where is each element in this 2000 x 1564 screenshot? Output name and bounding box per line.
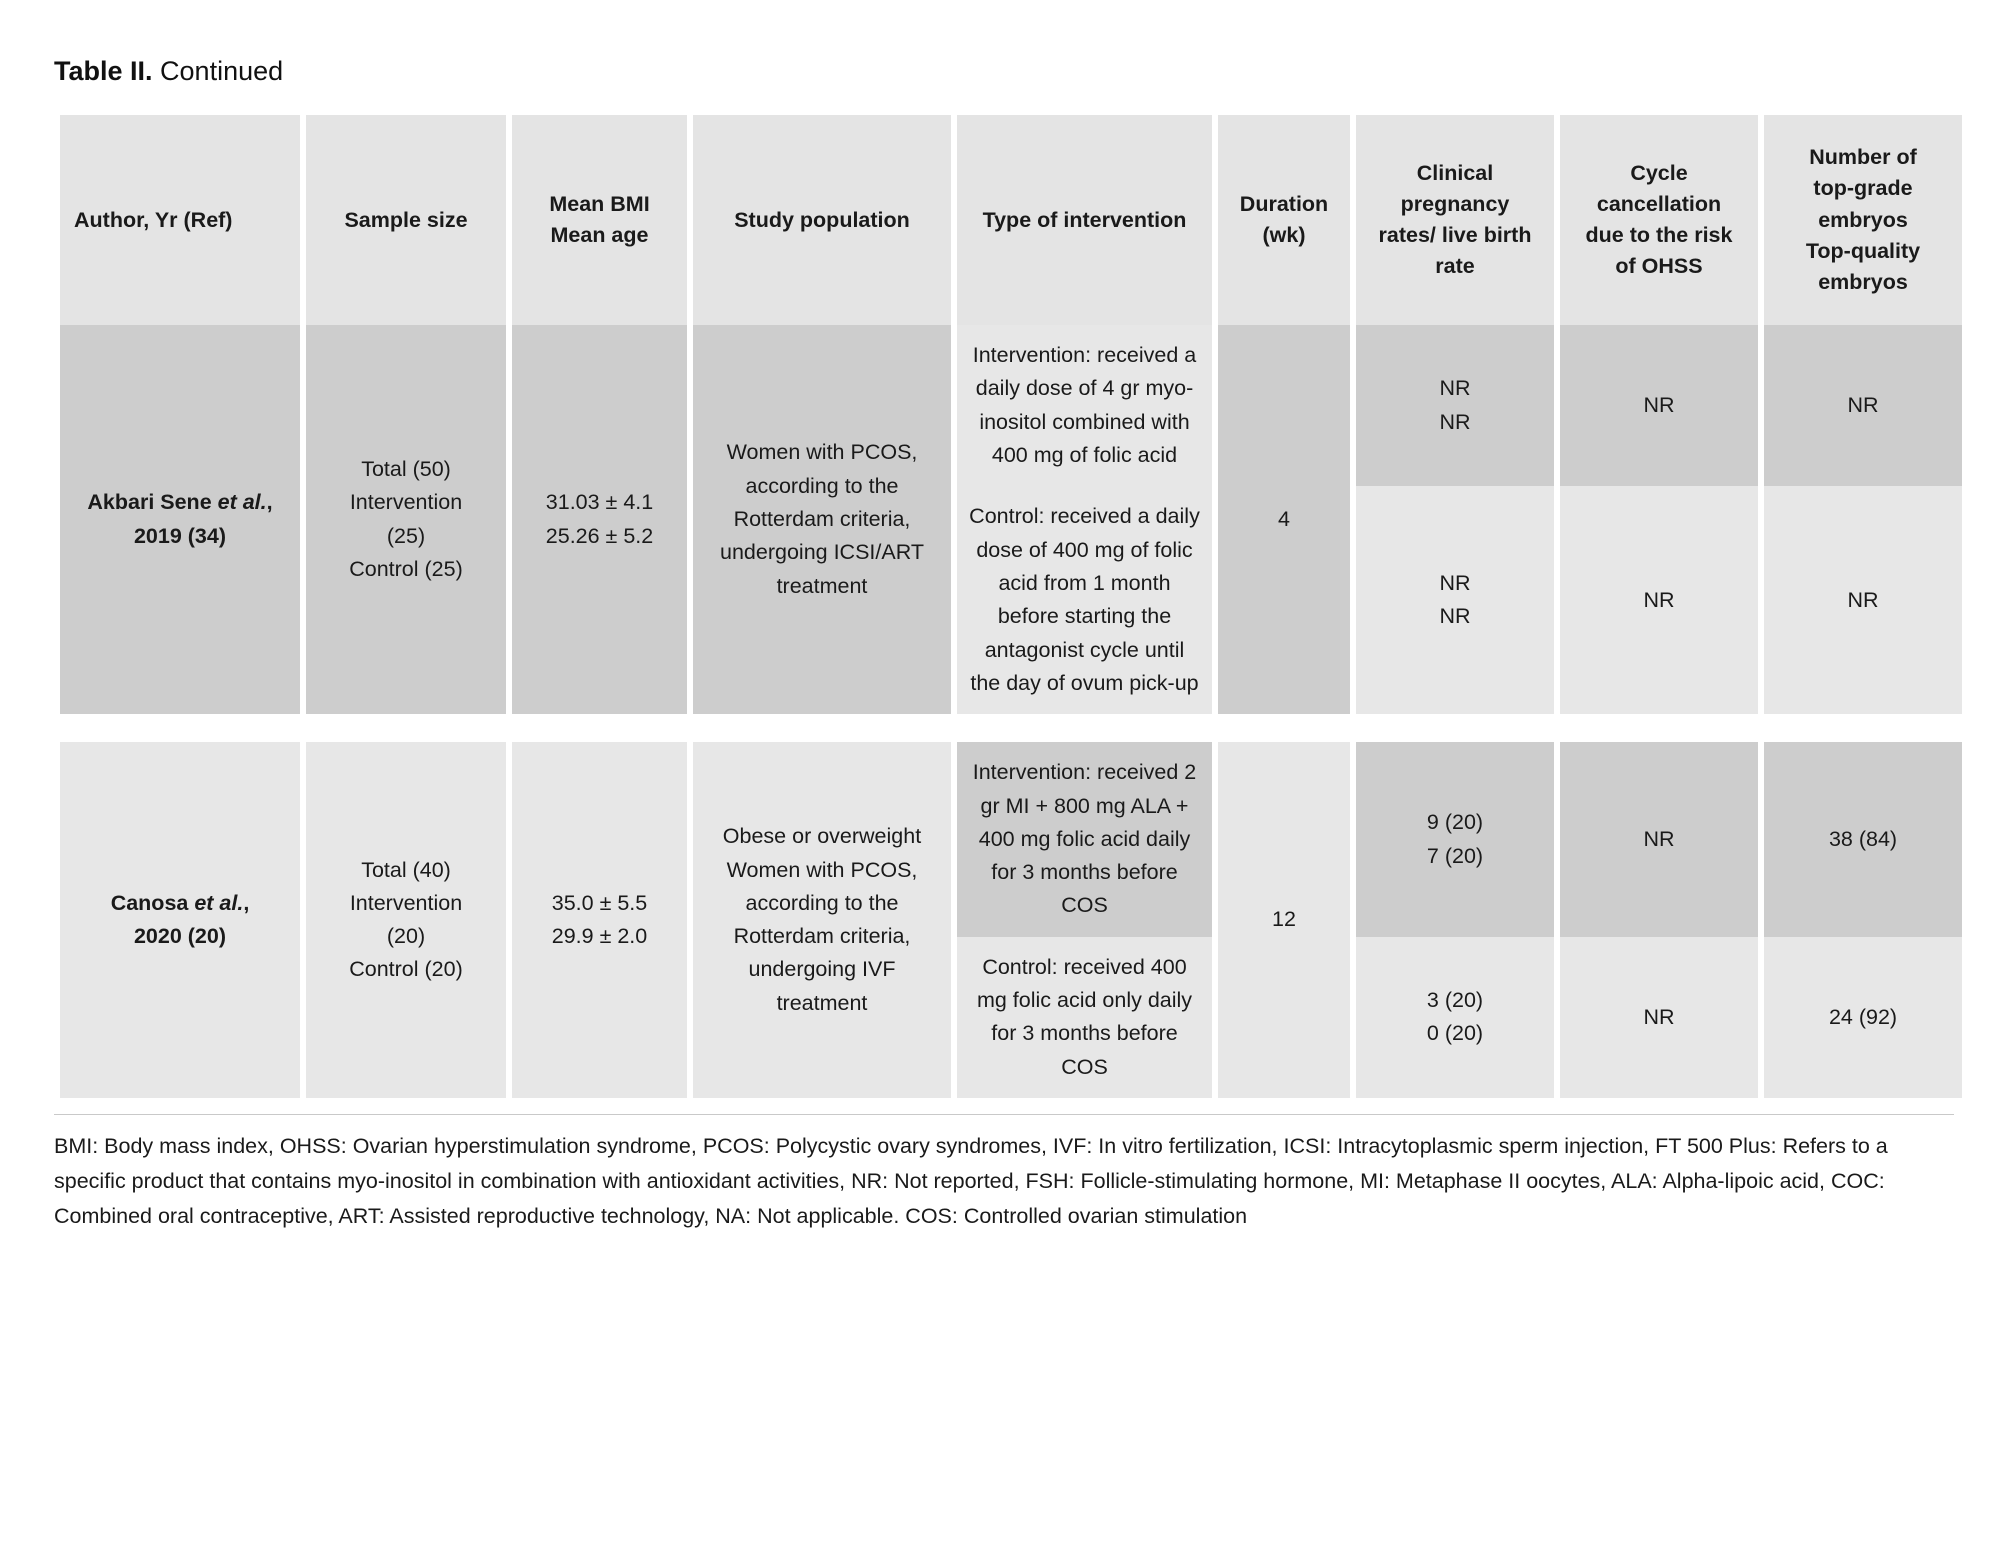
- cell-pregnancy-1-1: [1356, 937, 1554, 1098]
- cell-pregnancy-0-1: [1356, 486, 1554, 714]
- column-header-sample-size: Sample size: [306, 115, 506, 325]
- table-footnote: BMI: Body mass index, OHSS: Ovarian hyperstimulation syndrome, PCOS: Polycystic ovary syndromes, IVF: In vitro fertilization, ICSI: Intracytoplasmic sperm injection, FT 500 Plus: Refers to a specific product that contains myo-inositol in combination with antioxidant activities, NR: Not reported, FSH: Follicle-stimulating hormone, MI: Metaphase II oocytes, ALA: Alpha-lipoic acid, COC: Combined oral contraceptive, ART: Assisted reproductive technology, NA: Not applicable. COS: Controlled ovarian stimulation: [54, 1114, 1954, 1233]
- sample-total-0: Total (50): [361, 457, 451, 482]
- column-header-mean-bmi-line1: Mean BMI: [549, 191, 650, 216]
- cell-cancellation-1-0: NR: [1560, 742, 1758, 937]
- column-header-intervention-type: Type of intervention: [957, 115, 1212, 325]
- column-header-author: Author, Yr (Ref): [60, 115, 300, 325]
- cell-intervention-1-1: Control: received 400 mg folic acid only daily for 3 months before COS: [957, 937, 1212, 1098]
- column-header-pregnancy-rate: [1356, 115, 1554, 325]
- cell-embryos-1-1: 24 (92): [1764, 937, 1962, 1098]
- column-header-pregnancy-line1: Clinical: [1416, 160, 1494, 185]
- cell-author-0: [60, 325, 300, 714]
- live-birth-rate-0-1: NR: [1439, 604, 1471, 629]
- cell-cancellation-0-0: NR: [1560, 325, 1758, 486]
- mean-bmi-0: 31.03 ± 4.1: [545, 490, 654, 515]
- sample-intervention-0: Intervention: [349, 490, 463, 515]
- cell-pregnancy-1-0: [1356, 742, 1554, 937]
- pregnancy-rate-0-1: NR: [1439, 570, 1471, 595]
- column-header-duration: [1218, 115, 1350, 325]
- mean-bmi-1: 35.0 ± 5.5: [551, 890, 648, 915]
- author-year-1: 2020 (20): [133, 924, 227, 949]
- sample-control-0: Control (25): [349, 556, 463, 581]
- sample-control-1: Control (20): [349, 957, 463, 982]
- pregnancy-rate-0-0: NR: [1439, 376, 1471, 401]
- author-etal-1: et al.: [194, 890, 244, 915]
- column-header-embryos-line1: Number of: [1809, 145, 1917, 170]
- column-header-cancellation-line1: Cycle: [1630, 160, 1688, 185]
- data-table: [54, 115, 1968, 1098]
- sample-intervention-1: Intervention: [349, 890, 463, 915]
- table-header-row: [60, 115, 1962, 325]
- table-row: [60, 742, 1962, 937]
- column-header-study-population: Study population: [693, 115, 951, 325]
- mean-age-1: 29.9 ± 2.0: [551, 924, 648, 949]
- sample-intervention-n-1: (20): [386, 924, 426, 949]
- cell-mean-bmi-age-1: [512, 742, 687, 1098]
- author-name-0: Akbari Sene: [87, 490, 218, 515]
- cell-cancellation-0-1: NR: [1560, 486, 1758, 714]
- column-header-pregnancy-line2: pregnancy: [1400, 191, 1510, 216]
- row-separator: [60, 714, 1962, 742]
- cell-sample-size-1: [306, 742, 506, 1098]
- mean-age-0: 25.26 ± 5.2: [545, 523, 654, 548]
- live-birth-rate-1-0: 7 (20): [1426, 843, 1484, 868]
- author-etal-0: et al.: [217, 490, 267, 515]
- column-header-embryos-line4: Top-quality: [1805, 238, 1921, 263]
- cell-pregnancy-0-0: [1356, 325, 1554, 486]
- column-header-cancellation-line2: cancellation: [1596, 191, 1722, 216]
- author-rest-1: ,: [243, 890, 250, 915]
- cell-intervention-0-1: Control: received a daily dose of 400 mg of folic acid from 1 month before starting the antagonist cycle until the day of ovum pick-up: [957, 486, 1212, 714]
- cell-embryos-0-1: NR: [1764, 486, 1962, 714]
- author-name-1: Canosa: [110, 890, 195, 915]
- sample-intervention-n-0: (25): [386, 523, 426, 548]
- cell-study-population-0: Women with PCOS, according to the Rotterdam criteria, undergoing ICSI/ART treatment: [693, 325, 951, 714]
- column-header-embryos-line2: top-grade: [1813, 176, 1913, 201]
- cell-cancellation-1-1: NR: [1560, 937, 1758, 1098]
- column-header-embryos-line3: embryos: [1818, 207, 1908, 232]
- cell-mean-bmi-age-0: [512, 325, 687, 714]
- cell-intervention-0-0: Intervention: received a daily dose of 4 gr myo-inositol combined with 400 mg of folic acid: [957, 325, 1212, 486]
- column-header-duration-line2: (wk): [1262, 223, 1306, 248]
- column-header-mean-bmi-line2: Mean age: [550, 223, 649, 248]
- column-header-mean-bmi-age: [512, 115, 687, 325]
- column-header-pregnancy-line4: rate: [1435, 254, 1475, 279]
- column-header-top-grade-embryos: [1764, 115, 1962, 325]
- live-birth-rate-0-0: NR: [1439, 409, 1471, 434]
- column-header-embryos-line5: embryos: [1818, 269, 1908, 294]
- table-caption-text: Continued: [160, 56, 284, 86]
- column-header-cycle-cancellation: [1560, 115, 1758, 325]
- pregnancy-rate-1-1: 3 (20): [1426, 988, 1484, 1013]
- table-caption: [54, 54, 1946, 89]
- live-birth-rate-1-1: 0 (20): [1426, 1021, 1484, 1046]
- table-row: [60, 325, 1962, 486]
- cell-embryos-1-0: 38 (84): [1764, 742, 1962, 937]
- cell-study-population-1: Obese or overweight Women with PCOS, according to the Rotterdam criteria, undergoing IVF treatment: [693, 742, 951, 1098]
- cell-sample-size-0: [306, 325, 506, 714]
- sample-total-1: Total (40): [361, 857, 451, 882]
- column-header-cancellation-line4: of OHSS: [1615, 254, 1703, 279]
- pregnancy-rate-1-0: 9 (20): [1426, 810, 1484, 835]
- author-rest-0: ,: [266, 490, 273, 515]
- cell-embryos-0-0: NR: [1764, 325, 1962, 486]
- column-header-cancellation-line3: due to the risk: [1585, 223, 1733, 248]
- column-header-pregnancy-line3: rates/ live birth: [1378, 223, 1532, 248]
- column-header-duration-line1: Duration: [1239, 191, 1329, 216]
- author-year-0: 2019 (34): [133, 523, 227, 548]
- table-caption-label: Table II.: [54, 56, 153, 86]
- cell-duration-1: 12: [1218, 742, 1350, 1098]
- cell-duration-0: 4: [1218, 325, 1350, 714]
- cell-intervention-1-0: Intervention: received 2 gr MI + 800 mg ALA + 400 mg folic acid daily for 3 months before COS: [957, 742, 1212, 937]
- cell-author-1: [60, 742, 300, 1098]
